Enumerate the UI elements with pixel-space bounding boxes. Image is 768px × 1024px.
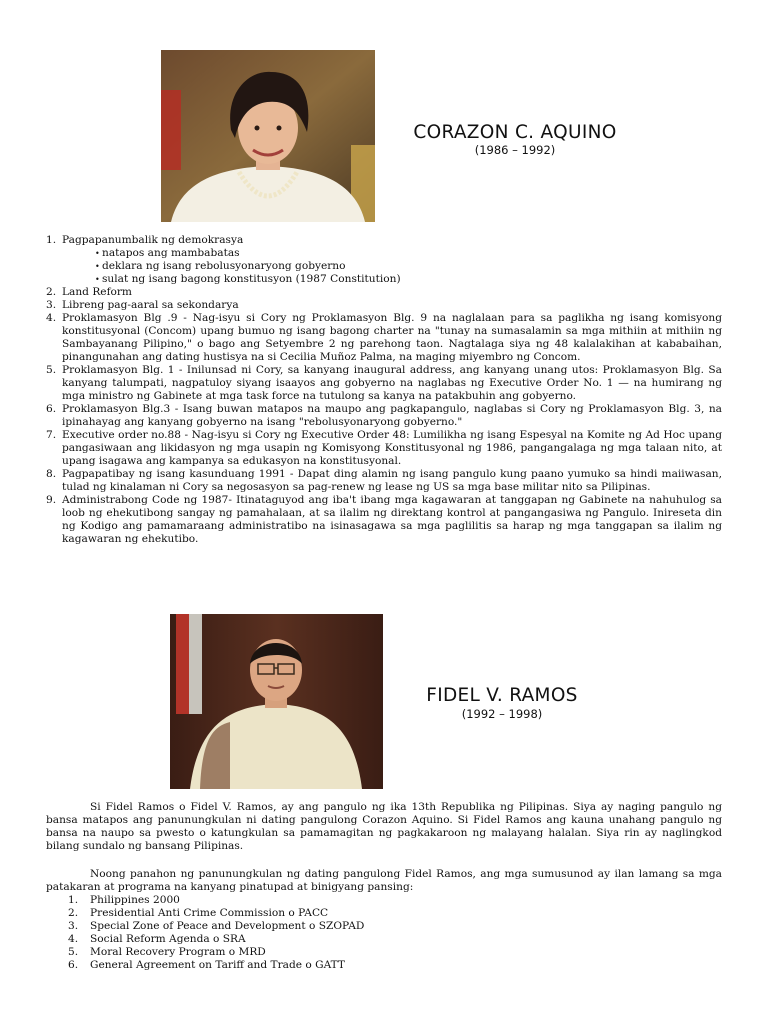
list-item-number: 3.: [68, 920, 79, 932]
ramos-list-item: [46, 920, 722, 933]
list-item-number: 4.: [68, 933, 79, 945]
list-item-number: 6.: [68, 959, 79, 971]
list-item-text: Presidential Anti Crime Commission o PACC: [90, 907, 329, 919]
aquino-list-item: [46, 234, 722, 286]
list-item-text: Proklamasyon Blg .9 - Nag-isyu si Cory ng Proklamasyon Blg. 9 na naglalaan para sa paglikha ng isang komisyong konstitusyonal (Concom) upang bumuo ng isang bagong charter na "tunay na sumasalamin sa mga mithiin at mithiin ng Sambayanang Pilipino," o bago ang Setyembre 2 ng parehong taon. Nagtalaga siya ng 48 kalalakihan at kababaihan, pinangunahan ang dating hustisya na si Cecilia Muñoz Palma, na maging miyembro ng Concom.: [62, 312, 722, 363]
aquino-list-item: [46, 312, 722, 364]
aquino-sub-item: [62, 247, 722, 260]
list-item-text: Administrabong Code ng 1987- Itinataguyod ang iba't ibang mga kagawaran at tanggapan ng Gabinete na nahuhulog sa loob ng ehekutibong sangay ng pamahalaan, at sa ilalim ng direktang kontrol at pangangasiwa ng Pangulo. Inireseta din ng Kodigo ang pamamaraang administratibo na isinasagawa sa mga paglilitis sa harap ng mga tanggapan sa ilalim ng kagawaran ng ehekutibo.: [62, 494, 722, 545]
aquino-portrait-image: [161, 50, 375, 222]
bullet-icon: •: [95, 262, 100, 271]
ramos-list-item: [46, 959, 722, 972]
ramos-portrait-image: [170, 614, 383, 789]
aquino-name-heading: CORAZON C. AQUINO: [413, 122, 617, 143]
ramos-list-item: [46, 946, 722, 959]
ramos-list-item: [46, 907, 722, 920]
list-item-number: 6.: [46, 403, 57, 415]
ramos-name-heading: FIDEL V. RAMOS: [426, 685, 578, 706]
list-item-text: Pagpapanumbalik ng demokrasya: [62, 234, 244, 246]
list-item-text: Libreng pag-aaral sa sekondarya: [62, 299, 239, 311]
aquino-list-item: [46, 429, 722, 468]
bullet-icon: •: [95, 275, 100, 284]
list-item-number: 1.: [46, 234, 57, 246]
bullet-icon: •: [95, 249, 100, 258]
list-item-text: General Agreement on Tariff and Trade o GATT: [90, 959, 345, 971]
aquino-sub-item: [62, 273, 722, 286]
aquino-achievements-list: [46, 234, 722, 546]
ramos-policies-paragraph: Noong panahon ng panunungkulan ng dating pangulong Fidel Ramos, ang mga sumusunod ay ilan lamang sa mga patakaran at programa na kanyang pinatupad at binigyang pansing:: [46, 868, 722, 893]
aquino-list-item: [46, 364, 722, 403]
list-item-text: Special Zone of Peace and Development o SZOPAD: [90, 920, 365, 932]
aquino-list-item: [46, 299, 722, 312]
list-item-number: 2.: [46, 286, 57, 298]
aquino-list-item: [46, 494, 722, 546]
ramos-intro-paragraph: Si Fidel Ramos o Fidel V. Ramos, ay ang pangulo ng ika 13th Republika ng Pilipinas. Siya ay naging pangulo ng bansa matapos ang panunungkulan ni dating pangulong Corazon Aquino. Si Fidel Ramos ang kauna unahang pangulo ng bansa na naupo sa pwesto o katungkulan sa pamamagitan ng pagkakaroon ng malayang halalan. Siya rin ay naglingkod bilang sundalo ng bansang Pilipinas.: [46, 801, 722, 852]
list-item-number: 9.: [46, 494, 57, 506]
list-item-number: 3.: [46, 299, 57, 311]
list-item-number: 2.: [68, 907, 79, 919]
aquino-sub-list: [62, 247, 722, 286]
aquino-term-years: (1986 – 1992): [474, 143, 556, 157]
list-item-text: Executive order no.88 - Nag-isyu si Cory ng Executive Order 48: Lumilikha ng isang Espesyal na Komite ng Ad Hoc upang pangasiwaan ang likidasyon ng mga usapin ng Komisyong Konstitusyonal ng 1986, pangangalaga ng mga talaan nito, at upang isagawa ang kampanya sa edukasyon na konstitusyonal.: [62, 429, 722, 467]
sub-item-text: sulat ng isang bagong konstitusyon (1987 Constitution): [102, 273, 401, 285]
list-item-number: 8.: [46, 468, 57, 480]
list-item-text: Moral Recovery Program o MRD: [90, 946, 266, 958]
list-item-text: Philippines 2000: [90, 894, 180, 906]
aquino-list-item: [46, 468, 722, 494]
ramos-term-years: (1992 – 1998): [461, 707, 543, 721]
list-item-number: 4.: [46, 312, 57, 324]
list-item-number: 5.: [46, 364, 57, 376]
list-item-text: Proklamasyon Blg. 1 - Inilunsad ni Cory, sa kanyang inaugural address, ang kanyang unang utos: Proklamasyon Blg. Sa kanyang talumpati, nagpatuloy siyang isaayos ang gobyerno na naglabas ng Executive Order No. 1 — na humirang ng mga ministro ng Gabinete at mga task force na tutulong sa kanya na patakbuhin ang gobyerno.: [62, 364, 722, 402]
ramos-list-item: [46, 894, 722, 907]
ramos-programs-list: [46, 894, 722, 972]
list-item-text: Land Reform: [62, 286, 132, 298]
list-item-number: 1.: [68, 894, 79, 906]
aquino-list-item: [46, 286, 722, 299]
list-item-number: 7.: [46, 429, 57, 441]
list-item-number: 5.: [68, 946, 79, 958]
list-item-text: Social Reform Agenda o SRA: [90, 933, 246, 945]
aquino-list-item: [46, 403, 722, 429]
aquino-sub-item: [62, 260, 722, 273]
sub-item-text: deklara ng isang rebolusyonaryong gobyerno: [102, 260, 346, 272]
list-item-text: Proklamasyon Blg.3 - Isang buwan matapos na maupo ang pagkapangulo, naglabas si Cory ng Proklamasyon Blg. 3, na ipinahayag ang kanyang gobyerno na isang "rebolusyonaryong gobyerno.": [62, 403, 722, 428]
list-item-text: Pagpapatibay ng isang kasunduang 1991 - Dapat ding alamin ng isang pangulo kung paano yumuko sa hindi maiiwasan, tulad ng kinalaman ni Cory sa negosasyon sa pag-renew ng lease ng US sa mga base militar nito sa Pilipinas.: [62, 468, 722, 493]
ramos-list-item: [46, 933, 722, 946]
sub-item-text: natapos ang mambabatas: [102, 247, 240, 259]
